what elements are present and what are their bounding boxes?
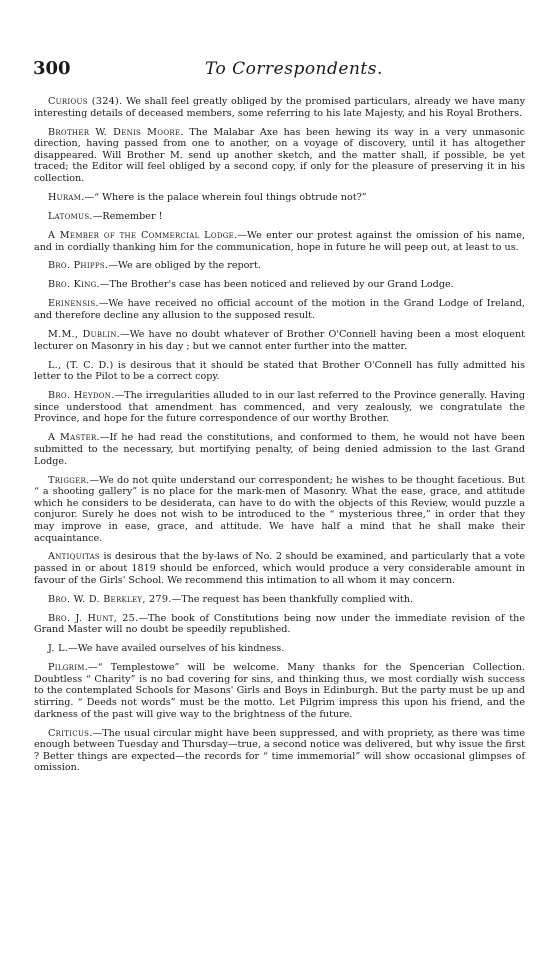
- paragraph: [34, 279, 525, 291]
- paragraph-lead: Bro. Phipps.: [48, 260, 109, 272]
- paragraph-text: —“ Where is the palace wherein foul things obtrude not?”: [84, 191, 367, 203]
- paragraph-lead: Bro. King.: [48, 279, 100, 291]
- paragraph: [34, 613, 525, 636]
- paragraph-lead: J. L.: [48, 643, 69, 655]
- paragraph-text: is desirous that it should be stated that Brother O'Connell has fully admitted his letter to the Pilot to be a correct copy.: [34, 359, 525, 383]
- paragraph: [34, 230, 525, 253]
- paragraph: [34, 475, 525, 545]
- paragraph: [34, 728, 525, 774]
- paragraph-lead: Bro. Heydon.: [48, 390, 115, 402]
- page-number: 300: [33, 58, 71, 79]
- paragraph-lead: Trigger.: [48, 474, 90, 486]
- paragraph: [34, 662, 525, 720]
- paragraph-lead: Pilgrim.: [48, 662, 89, 674]
- paragraph: [34, 329, 525, 352]
- paragraph-lead: L., (T. C. D.): [48, 359, 114, 371]
- paragraph-text: —We are obliged by the report.: [108, 260, 261, 272]
- paragraph-text: We shall feel greatly obliged by the promised particulars, already we have many interesting details of deceased members, some referring to his late Majesty, and his Royal Brothers.: [34, 96, 525, 119]
- paragraph-lead: A Member of the Commercial Lodge.: [48, 229, 238, 241]
- paragraph-lead: Latomus.: [48, 210, 93, 222]
- paragraph-lead: Curious (324).: [48, 96, 123, 107]
- paragraph-text: —We have no doubt whatever of Brother O'Connell having been a most eloquent lecturer on Masonry in his day ; but we cannot enter further into the matter.: [34, 329, 525, 352]
- paragraph: [34, 643, 525, 655]
- paragraph-text: —If he had read the constitutions, and conformed to them, he would not have been submitted to the necessary, but mortifying penalty, of being denied admission to the last Grand Lodge.: [34, 432, 525, 467]
- paragraph-text: —We have availed ourselves of his kindness.: [68, 643, 285, 655]
- paragraph: [34, 390, 525, 425]
- correspondence-column: [34, 96, 525, 781]
- paragraph: [34, 594, 525, 606]
- paragraph-text: —“ Templestowe” will be welcome. Many thanks for the Spencerian Collection. Doubtless “ Charity” is no bad covering for sins, and thinking thus, we most cordially wish success to the contemplated Schools for Masons' Girls and Boys in Edinburgh. But the party must be up and stirring. “ Deeds not words” must be the motto. Let Pilgrim impress this upon his friend, and the darkness of the past will give way to the brightness of the future.: [34, 662, 525, 720]
- page-header: [33, 58, 523, 84]
- paragraph-text: —The usual circular might have been suppressed, and with propriety, as there was time enough between Tuesday and Thursday—true, a second notice was delivered, but why issue the first ? Better things are expected—the records for “ time immemorial” will show occasional glimpses of omission.: [34, 727, 525, 774]
- paragraph: [34, 360, 525, 383]
- paragraph-lead: Bro. W. D. Berkley, 279.: [48, 593, 172, 605]
- paragraph-lead: Antiquitas: [48, 551, 101, 563]
- paragraph: [34, 432, 525, 467]
- paragraph-text: —The Brother's case has been noticed and relieved by our Grand Lodge.: [99, 279, 454, 291]
- paragraph: [34, 211, 525, 223]
- paragraph: [34, 192, 525, 204]
- paragraph-text: is desirous that the by-laws of No. 2 should be examined, and particularly that a vote passed in or about 1819 should be enforced, which would produce a very considerable amount in favour of the Girls' School. We recommend this intimation to all whom it may concern.: [34, 551, 525, 586]
- paragraph-text: The Malabar Axe has been hewing its way in a very unmasonic direction, having passed from one to another, on a voyage of discovery, until it has altogether disappeared. Will Brother M. send up another sketch, and the matter shall, if possible, be yet traced; the Editor will feel obliged by a second copy, if only for the pleasure of preserving it in his collection.: [34, 126, 525, 184]
- paragraph-text: —Remember !: [92, 210, 163, 222]
- paragraph-lead: Huram.: [48, 191, 85, 203]
- paragraph-text: —We enter our protest against the omission of his name, and in cordially thanking him for the communication, hope in future he will peep out, at least to us.: [34, 229, 525, 253]
- paragraph-text: —We have received no official account of the motion in the Grand Lodge of Ireland, and therefore decline any allusion to the supposed result.: [34, 298, 525, 322]
- paragraph: [34, 551, 525, 586]
- paragraph-text: —We do not quite understand our correspondent; he wishes to be thought facetious. But “ a shooting gallery” is no place for the mark-men of Masonry. What the ease, grace, and attitude which he considers to be desiderata, can have to do with the objects of this Review, would puzzle a conjuror. Surely he does not wish to be introduced to the “ mysterious three,” in order that they may improve in ease, grace, and attitude. We have half a mind that he shall make their acquaintance.: [34, 474, 525, 544]
- paragraph-lead: M.M., Dublin.: [48, 329, 121, 341]
- paragraph-text: —The book of Constitutions being now under the immediate revision of the Grand Master will no doubt be speedily republished.: [34, 612, 525, 636]
- paragraph-lead: Criticus.: [48, 727, 93, 739]
- paragraph: [34, 127, 525, 185]
- paragraph: [34, 96, 525, 119]
- running-title: To Correspondents.: [205, 59, 383, 79]
- paragraph-text: —The irregularities alluded to in our last referred to the Province generally. Having since understood that amendment has commenced, and very zealously, we congratulate the Province, and hope for the future correspondence of our worthy Brother.: [34, 390, 525, 425]
- paragraph: [34, 260, 525, 272]
- paragraph-lead: Erinensis.: [48, 298, 99, 310]
- paragraph-lead: Bro. J. Hunt, 25.: [48, 612, 139, 624]
- paragraph: [34, 298, 525, 321]
- paragraph-lead: A Master.: [48, 432, 100, 444]
- paragraph-text: —The request has been thankfully complied with.: [171, 593, 414, 605]
- paragraph-lead: Brother W. Denis Moore.: [48, 126, 184, 138]
